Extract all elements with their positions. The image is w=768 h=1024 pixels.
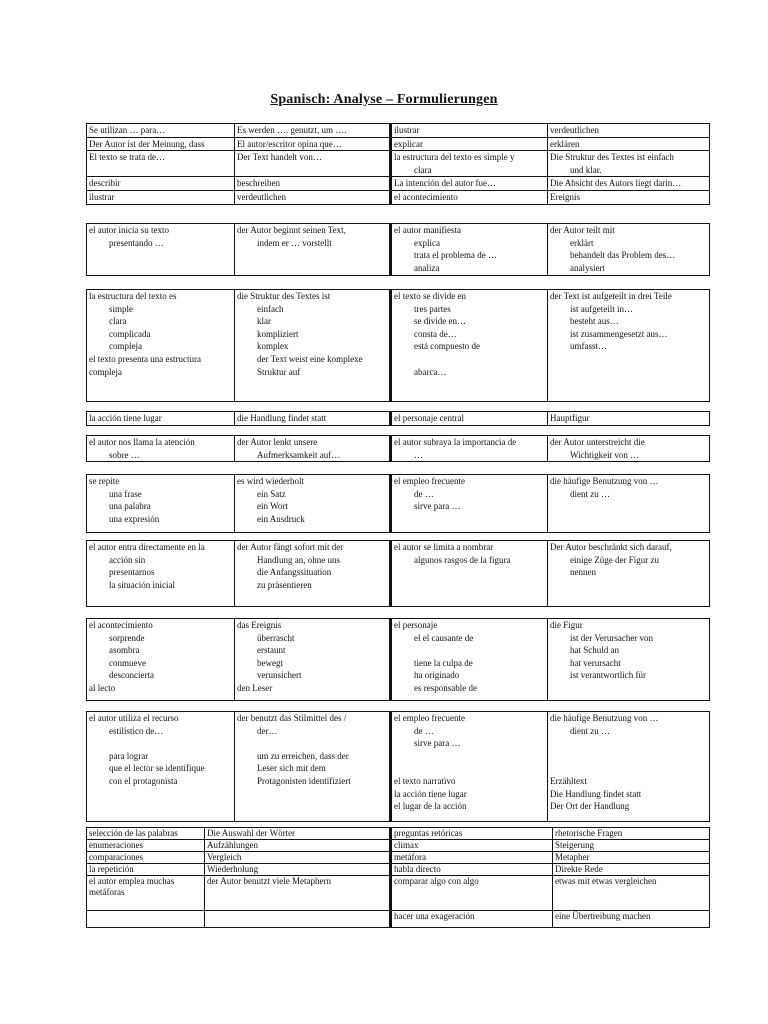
- table-cell: [391, 177, 548, 191]
- table-cell: [391, 224, 548, 276]
- table-cell: [235, 436, 391, 462]
- table-cell: [235, 475, 391, 533]
- cell-line: asombra: [109, 645, 140, 656]
- cell-line: Es werden …. genutzt, um ….: [237, 125, 347, 135]
- table-cell: [235, 177, 391, 191]
- table-cell: [235, 619, 391, 701]
- table-cell: [548, 177, 710, 191]
- table-cell: [391, 475, 548, 533]
- cell-line: [89, 737, 232, 750]
- cell-line: Protagonisten identifiziert: [257, 775, 351, 786]
- cell-line: una frase: [109, 488, 142, 499]
- table-cell: [391, 436, 548, 462]
- table-cell: [391, 619, 548, 701]
- cell-line: consta de…: [414, 328, 457, 339]
- cell-line: ist der Verursacher von: [570, 632, 654, 643]
- cell-line: algunos rasgos de la figura: [414, 554, 511, 565]
- cell-line: der…: [257, 725, 278, 736]
- cell-line: verdeutlichen: [237, 191, 286, 202]
- cell-line: tiene la culpa de: [414, 657, 473, 668]
- cell-line: der Text weist eine komplexe: [257, 353, 363, 364]
- phrase-table: [86, 289, 710, 402]
- cell-line: [394, 762, 545, 775]
- table-cell: [391, 852, 553, 864]
- table-cell: [235, 124, 391, 138]
- cell-line: Der Autor ist der Meinung, dass: [89, 138, 205, 149]
- table-cell: [205, 864, 391, 876]
- table-cell: [235, 541, 391, 607]
- table-cell: [235, 151, 391, 177]
- cell-line: den Leser: [237, 682, 273, 693]
- table-cell: [235, 712, 391, 822]
- table-cell: [87, 911, 205, 928]
- cell-line: está compuesto de: [414, 341, 480, 352]
- table-cell: [87, 224, 235, 276]
- cell-line: el el causante de: [414, 632, 474, 643]
- cell-line: dient zu …: [570, 488, 610, 499]
- cell-line: Ereignis: [550, 191, 580, 202]
- page-title: Spanisch: Analyse – Formulierungen: [270, 92, 498, 107]
- table-cell: [548, 436, 710, 462]
- cell-line: explicar: [394, 138, 423, 149]
- cell-text: metáfora: [394, 852, 426, 862]
- table-cell: [391, 151, 548, 177]
- table-cell: [391, 828, 553, 840]
- cell-line: der Autor lenkt unsere: [237, 437, 318, 447]
- cell-text: Steigerung: [555, 840, 594, 850]
- cell-line: ilustrar: [89, 191, 115, 202]
- table-cell: [235, 190, 391, 204]
- table-cell: [87, 541, 235, 607]
- cell-line: se divide en…: [414, 316, 466, 327]
- cell-line: clara: [414, 164, 432, 175]
- table-cell: [87, 436, 235, 462]
- phrase-table: [86, 711, 710, 822]
- cell-line: der Autor beginnt seinen Text,: [237, 225, 346, 235]
- table-row: [87, 137, 710, 151]
- cell-text: habla directo: [394, 864, 441, 874]
- cell-line: describir: [89, 178, 121, 189]
- cell-text: climax: [394, 840, 419, 850]
- cell-line: el empleo frecuente: [394, 476, 465, 486]
- table-cell: [548, 190, 710, 204]
- cell-text: Direkte Rede: [555, 864, 603, 874]
- cell-line: presentarnos: [109, 567, 155, 578]
- cell-line: abarca…: [414, 366, 447, 377]
- cell-text: Die Auswahl der Wörter: [207, 828, 296, 838]
- cell-line: el personaje: [394, 620, 438, 630]
- cell-line: zu präsentieren: [257, 579, 312, 590]
- cell-line: el texto narrativo: [394, 775, 456, 786]
- table-cell: [548, 124, 710, 138]
- table-cell: [553, 911, 710, 928]
- cell-line: sobre …: [109, 449, 140, 460]
- table-row: [87, 852, 710, 864]
- table-cell: [87, 828, 205, 840]
- table-cell: [391, 124, 548, 138]
- cell-line: der Text ist aufgeteilt in drei Teile: [550, 291, 672, 301]
- cell-line: ein Satz: [257, 488, 286, 499]
- table-cell: [87, 475, 235, 533]
- cell-text: el autor emplea muchas metáforas: [89, 876, 175, 897]
- table-cell: [391, 864, 553, 876]
- cell-line: el empleo frecuente: [394, 713, 465, 723]
- table-cell: [553, 840, 710, 852]
- cell-line: Leser sich mit dem: [257, 763, 326, 774]
- table-cell: [205, 828, 391, 840]
- cell-text: eine Übertreibung machen: [555, 911, 651, 921]
- cell-line: der benutzt das Stilmittel des /: [237, 713, 347, 723]
- cell-line: das Ereignis: [237, 620, 282, 630]
- table-cell: [391, 137, 548, 151]
- cell-line: überrascht: [257, 632, 295, 643]
- cell-line: behandelt das Problem des…: [570, 250, 676, 261]
- cell-line: la estructura del texto es: [89, 291, 177, 301]
- cell-line: Se utilizan … para…: [89, 125, 166, 135]
- cell-line: una palabra: [109, 501, 151, 512]
- table-cell: [235, 137, 391, 151]
- table-cell: [553, 852, 710, 864]
- table-row: [87, 911, 710, 928]
- table-cell: [205, 852, 391, 864]
- cell-line: Der Ort der Handlung: [550, 801, 630, 812]
- cell-line: de …: [414, 725, 434, 736]
- cell-line: el acontecimiento: [394, 191, 458, 202]
- cell-line: explica: [414, 237, 440, 248]
- cell-line: Die Struktur des Textes ist einfach: [550, 152, 674, 163]
- cell-line: que el lector se identifique: [109, 763, 205, 774]
- table-cell: [391, 412, 548, 426]
- cell-line: Handlung an, ohne uns: [257, 554, 340, 565]
- table-cell: [391, 290, 548, 402]
- cell-line: el lugar de la acción: [394, 801, 467, 812]
- phrase-table: [86, 123, 710, 205]
- cell-line: Struktur auf: [257, 366, 301, 377]
- cell-line: el personaje central: [394, 413, 464, 423]
- table-cell: [235, 290, 391, 402]
- cell-line: el autor nos llama la atención: [89, 437, 195, 447]
- cell-line: para lograr: [109, 750, 149, 761]
- table-row: [87, 864, 710, 876]
- table-cell: [548, 290, 710, 402]
- cell-line: die Struktur des Textes ist: [237, 291, 331, 301]
- cell-line: Die Handlung findet statt: [550, 788, 642, 799]
- cell-line: …: [414, 449, 423, 460]
- cell-text: selección de las palabras: [89, 828, 178, 838]
- cell-line: simple: [109, 303, 133, 314]
- cell-line: el autor entra directamente en la: [89, 542, 205, 552]
- cell-text: etwas mit etwas vergleichen: [555, 876, 657, 886]
- cell-text: der Autor benutzt viele Metaphern: [207, 876, 331, 886]
- cell-line: es responsable de: [414, 682, 477, 693]
- cell-line: der Autor unterstreicht die: [550, 437, 645, 447]
- table-cell: [391, 876, 553, 911]
- cell-line: verdeutlichen: [550, 125, 599, 135]
- cell-line: und klar.: [570, 164, 602, 175]
- cell-line: sirve para …: [414, 738, 461, 749]
- cell-line: ein Wort: [257, 501, 288, 512]
- cell-text: Metapher: [555, 852, 590, 862]
- cell-line: Die Absicht des Autors liegt darin…: [550, 178, 682, 189]
- cell-line: el acontecimiento: [89, 620, 153, 630]
- table-row: [87, 177, 710, 191]
- cell-line: [237, 737, 387, 750]
- cell-line: conmueve: [109, 657, 146, 668]
- table-cell: [235, 412, 391, 426]
- table-cell: [87, 852, 205, 864]
- table-cell: [548, 712, 710, 822]
- cell-line: verunsichert: [257, 670, 302, 681]
- cell-line: ha originado: [414, 670, 460, 681]
- table-cell: [553, 828, 710, 840]
- table-row: [87, 712, 710, 822]
- cell-line: hat Schuld an: [570, 645, 619, 656]
- table-cell: [553, 876, 710, 911]
- cell-line: presentando …: [109, 237, 164, 248]
- cell-line: complicada: [109, 328, 151, 339]
- cell-line: hat verursacht: [570, 657, 621, 668]
- cell-line: um zu erreichen, dass der: [257, 750, 349, 761]
- table-cell: [548, 475, 710, 533]
- table-cell: [87, 876, 205, 911]
- cell-line: bewegt: [257, 657, 283, 668]
- cell-line: die Handlung findet statt: [237, 413, 327, 423]
- cell-line: umfasst…: [570, 341, 607, 352]
- table-cell: [391, 190, 548, 204]
- cell-line: ist zusammengesetzt aus…: [570, 328, 668, 339]
- cell-text: Wiederholung: [207, 864, 259, 874]
- stylistic-devices-table: [86, 827, 710, 928]
- table-row: [87, 828, 710, 840]
- cell-line: nennen: [570, 567, 596, 578]
- table-cell: [391, 712, 548, 822]
- table-row: [87, 412, 710, 426]
- cell-line: la estructura del texto es simple y: [394, 152, 515, 163]
- cell-line: die Figur: [550, 620, 583, 630]
- cell-line: al lecto: [89, 682, 116, 693]
- cell-line: tres partes: [414, 303, 451, 314]
- cell-line: erklärt: [570, 237, 594, 248]
- cell-line: [550, 737, 707, 750]
- cell-text: rhetorische Fragen: [555, 828, 623, 838]
- cell-line: einfach: [257, 303, 284, 314]
- cell-line: una expresión: [109, 513, 160, 524]
- table-cell: [205, 911, 391, 928]
- cell-line: el autor inicia su texto: [89, 225, 169, 235]
- cell-line: erklären: [550, 138, 580, 149]
- cell-line: la acción tiene lugar: [394, 788, 467, 799]
- cell-line: ilustrar: [394, 125, 420, 135]
- table-cell: [87, 864, 205, 876]
- table-cell: [205, 876, 391, 911]
- cell-line: analysiert: [570, 262, 605, 273]
- table-cell: [87, 712, 235, 822]
- cell-line: el texto se divide en: [394, 291, 466, 301]
- cell-line: der Autor fängt sofort mit der: [237, 542, 344, 552]
- cell-text: enumeraciones: [89, 840, 143, 850]
- table-row: [87, 190, 710, 204]
- cell-line: der Autor teilt mit: [550, 225, 615, 235]
- table-row: [87, 541, 710, 607]
- cell-line: el texto presenta una estructura: [89, 353, 201, 364]
- cell-line: dient zu …: [570, 725, 610, 736]
- cell-line: la acción tiene lugar: [89, 413, 162, 423]
- table-cell: [548, 137, 710, 151]
- cell-line: acción sin: [109, 554, 146, 565]
- cell-line: La intención del autor fue…: [394, 178, 496, 189]
- cell-line: [394, 353, 545, 366]
- cell-text: comparar algo con algo: [394, 876, 479, 886]
- cell-line: ist verantwortlich für: [570, 670, 646, 681]
- table-cell: [391, 541, 548, 607]
- cell-line: el autor utiliza el recurso: [89, 713, 179, 723]
- cell-line: desconcierta: [109, 670, 154, 681]
- table-row: [87, 124, 710, 138]
- table-row: [87, 619, 710, 701]
- cell-line: estilístico de…: [109, 725, 164, 736]
- table-cell: [87, 840, 205, 852]
- cell-line: ist aufgeteilt in…: [570, 303, 633, 314]
- table-cell: [548, 619, 710, 701]
- cell-line: Wichtigkeit von …: [570, 449, 640, 460]
- cell-line: sorprende: [109, 632, 145, 643]
- cell-line: [550, 750, 707, 763]
- table-cell: [87, 412, 235, 426]
- table-cell: [205, 840, 391, 852]
- cell-line: die häufige Benutzung von …: [550, 476, 659, 486]
- cell-line: [394, 750, 545, 763]
- table-cell: [87, 190, 235, 204]
- table-cell: [391, 911, 553, 928]
- phrase-table: [86, 435, 710, 462]
- cell-text: comparaciones: [89, 852, 143, 862]
- table-cell: [87, 177, 235, 191]
- cell-line: trata el problema de …: [414, 250, 497, 261]
- cell-line: Hauptfigur: [550, 413, 590, 423]
- table-row: [87, 224, 710, 276]
- phrase-table: [86, 411, 710, 426]
- cell-line: beschreiben: [237, 178, 280, 189]
- cell-text: hacer una exageración: [394, 911, 475, 921]
- phrase-table: [86, 474, 710, 533]
- phrase-table: [86, 540, 710, 607]
- cell-line: die häufige Benutzung von …: [550, 713, 659, 723]
- table-cell: [87, 619, 235, 701]
- cell-line: kompliziert: [257, 328, 299, 339]
- cell-line: Erzähltext: [550, 775, 587, 786]
- table-row: [87, 840, 710, 852]
- table-cell: [548, 412, 710, 426]
- table-row: [87, 436, 710, 462]
- cell-line: se repite: [89, 476, 120, 486]
- table-cell: [391, 840, 553, 852]
- table-row: [87, 475, 710, 533]
- table-row: [87, 876, 710, 911]
- cell-line: el autor subraya la importancia de: [394, 437, 517, 447]
- table-row: [87, 151, 710, 177]
- table-cell: [87, 137, 235, 151]
- cell-line: compleja: [109, 341, 142, 352]
- cell-line: [394, 644, 545, 657]
- cell-line: einige Züge der Figur zu: [570, 554, 659, 565]
- cell-text: preguntas retóricas: [394, 828, 463, 838]
- table-cell: [87, 124, 235, 138]
- table-cell: [548, 541, 710, 607]
- cell-line: sirve para …: [414, 501, 461, 512]
- cell-line: erstaunt: [257, 645, 286, 656]
- cell-line: El texto se trata de…: [89, 152, 165, 163]
- cell-text: Aufzählungen: [207, 840, 258, 850]
- table-cell: [235, 224, 391, 276]
- cell-line: el autor manifiesta: [394, 225, 461, 235]
- cell-line: El autor/escritor opina que…: [237, 138, 342, 149]
- phrase-table: [86, 223, 710, 276]
- cell-line: besteht aus…: [570, 316, 619, 327]
- cell-line: Aufmerksamkeit auf…: [257, 449, 341, 460]
- cell-line: komplex: [257, 341, 289, 352]
- cell-line: el autor se limita a nombrar: [394, 542, 494, 552]
- cell-line: indem er … vorstellt: [257, 237, 332, 248]
- cell-line: ein Ausdruck: [257, 513, 305, 524]
- cell-text: la repetición: [89, 864, 134, 874]
- cell-line: Der Text handelt von…: [237, 152, 322, 163]
- cell-line: la situación inicial: [109, 579, 175, 590]
- table-cell: [548, 224, 710, 276]
- phrase-table: [86, 618, 710, 701]
- table-cell: [87, 290, 235, 402]
- cell-line: clara: [109, 316, 127, 327]
- table-cell: [548, 151, 710, 177]
- cell-line: con el protagonista: [109, 775, 178, 786]
- cell-line: analiza: [414, 262, 440, 273]
- cell-text: Vergleich: [207, 852, 242, 862]
- cell-line: [550, 762, 707, 775]
- cell-line: compleja: [89, 366, 122, 377]
- cell-line: Der Autor beschränkt sich darauf,: [550, 542, 672, 552]
- table-row: [87, 290, 710, 402]
- cell-line: klar: [257, 316, 271, 327]
- cell-line: de …: [414, 488, 434, 499]
- cell-line: die Anfangssituation: [257, 567, 332, 578]
- table-cell: [87, 151, 235, 177]
- cell-line: es wird wiederholt: [237, 476, 304, 486]
- table-cell: [553, 864, 710, 876]
